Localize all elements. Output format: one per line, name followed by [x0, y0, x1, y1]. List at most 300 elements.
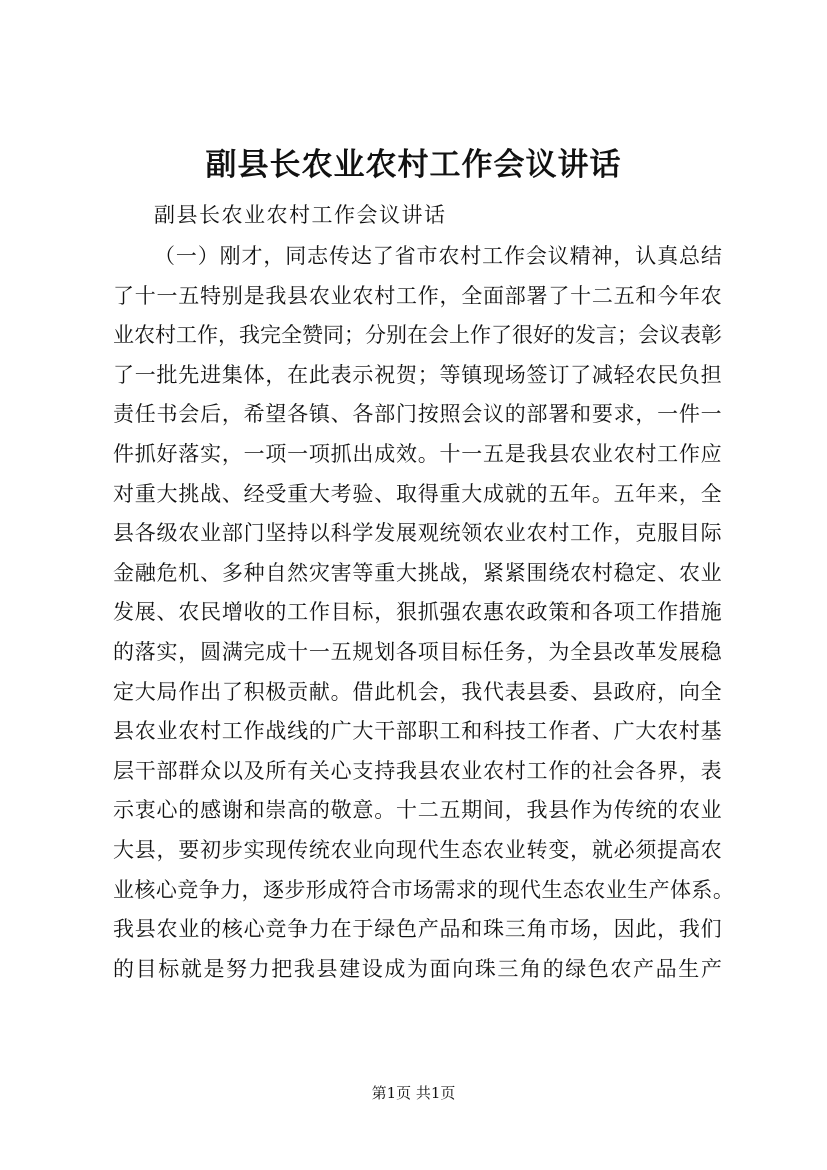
body-char: 统 [308, 838, 330, 862]
body-char: 村 [635, 442, 657, 466]
body-char: 。 [330, 679, 352, 704]
body-char: 业 [113, 323, 134, 348]
body-char: 基 [700, 719, 722, 744]
body-char: 十 [395, 798, 417, 823]
body-char: 成 [327, 877, 349, 902]
body-char: 部 [374, 402, 396, 427]
body-char: 抓 [417, 600, 439, 625]
body-char: 一 [287, 442, 309, 466]
body-char: 农 [134, 323, 155, 348]
body-line [113, 317, 722, 354]
body-char: 步 [221, 838, 243, 862]
body-char: 订 [548, 362, 570, 387]
body-char: 展 [678, 640, 700, 664]
body-char: 改 [613, 640, 635, 664]
body-char: 融 [134, 560, 156, 585]
body-char: 项 [308, 442, 330, 466]
body-char: 年 [570, 481, 592, 506]
body-char: 一 [308, 640, 330, 664]
body-char: 一 [134, 362, 156, 387]
body-char: 绿 [565, 956, 587, 981]
body-char: 农 [483, 758, 505, 783]
body-char: 展 [395, 521, 417, 546]
body-char: 积 [243, 679, 265, 704]
body-char: 作 [470, 323, 491, 348]
body-char: 总 [679, 244, 700, 268]
body-char: 实 [156, 640, 178, 664]
body-char: 坚 [265, 521, 287, 546]
body-char: 集 [221, 362, 243, 387]
body-char: 村 [460, 244, 482, 268]
body-char: 的 [265, 600, 287, 625]
body-char: 代 [520, 877, 542, 902]
body-char: 照 [439, 402, 461, 427]
body-char: 业 [461, 758, 483, 783]
body-char: 全 [700, 679, 722, 704]
body-char: ， [613, 521, 635, 546]
body-line [113, 911, 722, 948]
body-char: 。 [417, 442, 439, 466]
body-char: 县 [113, 719, 134, 744]
body-char: ， [461, 560, 483, 585]
body-char: 品 [439, 917, 461, 942]
body-char: ， [678, 758, 700, 783]
body-char: 、 [200, 560, 222, 585]
body-char: 策 [548, 600, 570, 625]
body-char: 献 [308, 679, 330, 704]
body-char: 、 [657, 560, 679, 585]
body-char: 我 [113, 917, 134, 942]
body-char: 业 [700, 560, 722, 585]
body-char: 技 [504, 719, 526, 744]
body-char: 层 [113, 758, 134, 783]
body-char: 工 [526, 758, 548, 783]
body-char: 产 [633, 956, 655, 981]
body-char: ； [344, 323, 365, 348]
body-line [113, 674, 722, 711]
body-char: 很 [512, 323, 533, 348]
body-char: 言 [596, 323, 617, 348]
body-char: 狠 [395, 600, 417, 625]
body-char: 镇 [308, 402, 330, 427]
body-char: 心 [156, 798, 178, 823]
body-char: 就 [504, 481, 526, 506]
body-char: 发 [657, 640, 679, 664]
body-char: 工 [526, 719, 548, 744]
body-char: 表 [680, 323, 701, 348]
body-char: 志 [307, 244, 329, 268]
body-char: 十 [134, 283, 156, 308]
body-char: 围 [526, 560, 548, 585]
body-char: 精 [569, 244, 591, 268]
body-char: 现 [395, 838, 417, 862]
body-char: 农 [352, 283, 374, 308]
body-char: 大 [635, 719, 657, 744]
body-line [113, 594, 722, 631]
body-char: 。 [374, 798, 396, 823]
body-char: 力 [248, 956, 270, 981]
body-char: 农 [526, 521, 548, 546]
body-char: 一 [461, 442, 483, 466]
body-char: 县 [526, 679, 548, 704]
body-char: 农 [678, 798, 700, 823]
body-char: 的 [178, 798, 200, 823]
body-char: 省 [394, 244, 416, 268]
body-char: 农 [678, 560, 700, 585]
body-char: 心 [330, 758, 352, 783]
body-char: 为 [406, 956, 428, 981]
body-char: 村 [374, 283, 396, 308]
body-char: 竞 [265, 917, 287, 942]
body-char: 农 [570, 442, 592, 466]
body-char: 为 [548, 640, 570, 664]
body-char: 部 [504, 283, 526, 308]
body-char: 业 [352, 838, 374, 862]
body-char: 负 [678, 362, 700, 387]
body-char: 珠 [483, 917, 505, 942]
body-char: 的 [113, 956, 134, 981]
body-char: 门 [243, 521, 265, 546]
body-line [113, 753, 722, 790]
body-char: ， [635, 402, 657, 427]
body-char: 我 [526, 798, 548, 823]
body-char: 竞 [177, 877, 199, 902]
body-char: 和 [461, 719, 483, 744]
body-char: 五 [613, 283, 635, 308]
body-char: 了 [548, 283, 570, 308]
body-char: 干 [374, 719, 396, 744]
body-char: 各 [134, 521, 156, 546]
body-char: 职 [417, 719, 439, 744]
body-char: 此 [374, 679, 396, 704]
body-char: 民 [657, 362, 679, 387]
body-char: 、 [374, 481, 396, 506]
body-char: ， [265, 362, 287, 387]
body-char: 生 [439, 838, 461, 862]
body-char: 作 [243, 719, 265, 744]
body-char: 神 [591, 244, 613, 268]
body-char: 设 [361, 956, 383, 981]
body-char: 面 [429, 956, 451, 981]
body-char: 务 [504, 640, 526, 664]
body-char: 各 [635, 758, 657, 783]
body-char: 传 [329, 244, 350, 268]
body-char: 农 [700, 838, 722, 862]
body-char: 祝 [374, 362, 396, 387]
body-char: 重 [374, 560, 396, 585]
body-char: 考 [330, 481, 352, 506]
body-char: 争 [198, 877, 220, 902]
body-char: 大 [156, 481, 178, 506]
body-char: 出 [352, 442, 374, 466]
body-char: 三 [497, 956, 519, 981]
body-char: 及 [243, 758, 265, 783]
body-char: 农 [657, 719, 679, 744]
body-char: 部 [221, 521, 243, 546]
body-line [113, 357, 722, 394]
body-char: 高 [678, 838, 700, 862]
body-char: 施 [700, 600, 722, 625]
body-char: 以 [221, 758, 243, 783]
body-char: 广 [613, 719, 635, 744]
body-char: 发 [575, 323, 596, 348]
body-char: 需 [434, 877, 456, 902]
body-char: 要 [591, 402, 613, 427]
body-char: （ [154, 244, 175, 268]
body-char: 众 [200, 758, 222, 783]
body-line [113, 476, 722, 513]
body-char: 我 [461, 679, 483, 704]
body-char: 抓 [330, 442, 352, 466]
body-char: 农 [134, 719, 156, 744]
body-char: 在 [287, 362, 309, 387]
body-char: 取 [395, 481, 417, 506]
body-char: 了 [372, 244, 394, 268]
body-char: 持 [374, 758, 396, 783]
body-char: 发 [113, 600, 134, 625]
body-char: 种 [243, 560, 265, 585]
body-char: 现 [483, 362, 505, 387]
body-char: 在 [330, 917, 352, 942]
body-char: ， [218, 323, 239, 348]
body-char: 我 [293, 956, 315, 981]
body-char: 部 [526, 402, 548, 427]
body-char: 展 [134, 600, 156, 625]
body-char: 年 [635, 481, 657, 506]
body-char: 挑 [417, 560, 439, 585]
body-char: 克 [635, 521, 657, 546]
body-char: 作 [417, 283, 439, 308]
body-char: ， [657, 679, 679, 704]
body-char: ， [678, 481, 700, 506]
body-char: 目 [678, 521, 700, 546]
body-char: 真 [657, 244, 679, 268]
body-char: 会 [525, 244, 547, 268]
body-char: 二 [417, 798, 439, 823]
body-char: 五 [483, 442, 505, 466]
body-char: 于 [352, 917, 374, 942]
body-char: 初 [200, 838, 222, 862]
body-char: 表 [504, 679, 526, 704]
body-char: 领 [461, 521, 483, 546]
body-char: 农 [483, 521, 505, 546]
body-char: 的 [554, 323, 575, 348]
body-char: 民 [200, 600, 222, 625]
body-char: 五 [439, 798, 461, 823]
body-char: 增 [221, 600, 243, 625]
body-char: 工 [482, 244, 504, 268]
body-char: 十 [287, 640, 309, 664]
body-char: 农 [635, 362, 657, 387]
body-char: 广 [330, 719, 352, 744]
body-char: 紧 [483, 560, 505, 585]
body-char: 科 [483, 719, 505, 744]
body-char: 发 [374, 521, 396, 546]
body-char: 大 [395, 560, 417, 585]
body-char: 责 [113, 402, 134, 427]
body-char: 分 [365, 323, 386, 348]
body-char: 品 [655, 956, 677, 981]
body-char: 产 [648, 877, 670, 902]
body-char: 工 [635, 600, 657, 625]
body-char: 们 [700, 917, 722, 942]
body-char: 场 [412, 877, 434, 902]
body-char: 作 [657, 600, 679, 625]
body-char: ， [613, 244, 635, 268]
body-line [113, 396, 722, 433]
body-char: 支 [352, 758, 374, 783]
body-char: 任 [483, 640, 505, 664]
body-char: 表 [700, 758, 722, 783]
body-char: 作 [548, 758, 570, 783]
body-char: 统 [635, 798, 657, 823]
body-char: 实 [200, 442, 222, 466]
body-char: 贺 [395, 362, 417, 387]
body-char: 把 [271, 956, 293, 981]
body-char: 农 [178, 719, 200, 744]
body-char: 工 [176, 323, 197, 348]
body-char: 大 [352, 719, 374, 744]
body-char: 变 [548, 838, 570, 862]
body-char: 彰 [701, 323, 722, 348]
body-char: 规 [352, 640, 374, 664]
body-char: 同 [323, 323, 344, 348]
body-char: 强 [439, 600, 461, 625]
body-char: 结 [700, 244, 722, 268]
body-char: 全 [461, 283, 483, 308]
body-char: 实 [243, 838, 265, 862]
body-char: 县 [548, 798, 570, 823]
body-char: 同 [285, 244, 307, 268]
body-char: 和 [635, 283, 657, 308]
body-char: 标 [352, 600, 374, 625]
body-char: 是 [243, 283, 265, 308]
body-char: ， [591, 917, 613, 942]
body-char: 政 [613, 679, 635, 704]
body-char: ， [374, 600, 396, 625]
body-char: 求 [613, 402, 635, 427]
body-char: 稳 [700, 640, 722, 664]
body-char: 为 [591, 798, 613, 823]
body-char: 、 [330, 402, 352, 427]
body-char: 力 [308, 917, 330, 942]
body-char: 才 [241, 244, 263, 268]
body-char: 灾 [308, 560, 330, 585]
body-char: 工 [570, 521, 592, 546]
body-char: 、 [221, 481, 243, 506]
body-char: 划 [374, 640, 396, 664]
body-char: 五 [613, 481, 635, 506]
body-char: 议 [483, 402, 505, 427]
body-char: 完 [260, 323, 281, 348]
body-char: 求 [455, 877, 477, 902]
body-char: 机 [178, 560, 200, 585]
body-char: 定 [113, 679, 134, 704]
body-char: 受 [265, 481, 287, 506]
body-char: 挑 [178, 481, 200, 506]
body-char: ， [526, 640, 548, 664]
body-char: 力 [220, 877, 242, 902]
body-char: 有 [287, 758, 309, 783]
body-char: 部 [156, 758, 178, 783]
body-char: 镇 [461, 362, 483, 387]
body-char: 战 [200, 481, 222, 506]
body-char: 示 [113, 798, 134, 823]
body-char: ， [156, 838, 178, 862]
body-char: 向 [452, 956, 474, 981]
body-char: 农 [504, 600, 526, 625]
body-line [113, 951, 722, 988]
body-char: 项 [265, 442, 287, 466]
body-char: 府 [635, 679, 657, 704]
body-char: 上 [449, 323, 470, 348]
body-char: 县 [113, 521, 134, 546]
body-char: 市 [416, 244, 438, 268]
body-char: 极 [265, 679, 287, 704]
body-char: 工 [657, 442, 679, 466]
body-char: 农 [610, 956, 632, 981]
body-char: 和 [570, 402, 592, 427]
body-char: 场 [570, 917, 592, 942]
body-char: 县 [134, 917, 156, 942]
body-char: 争 [287, 917, 309, 942]
body-char: 了 [221, 679, 243, 704]
body-char: 的 [570, 758, 592, 783]
body-char: ， [504, 798, 526, 823]
body-char: 危 [156, 560, 178, 585]
body-char: 的 [657, 798, 679, 823]
body-char: 县 [548, 442, 570, 466]
body-char: 态 [461, 838, 483, 862]
body-char: 科 [330, 521, 352, 546]
body-char: 业 [591, 442, 613, 466]
body-char: 任 [134, 402, 156, 427]
body-char: 符 [348, 877, 370, 902]
body-char: 好 [533, 323, 554, 348]
body-char: 望 [265, 402, 287, 427]
body-char: 心 [243, 917, 265, 942]
body-char: 作 [570, 798, 592, 823]
body-char: 村 [200, 719, 222, 744]
body-char: 项 [417, 640, 439, 664]
body-char: 刚 [219, 244, 241, 268]
body-char: 自 [265, 560, 287, 585]
body-char: 面 [483, 283, 505, 308]
body-char: 我 [265, 283, 287, 308]
body-char: 满 [221, 640, 243, 664]
document-subtitle: 副县长农业农村工作会议讲话 [154, 203, 447, 227]
body-char: 代 [483, 679, 505, 704]
body-char: 全 [570, 640, 592, 664]
body-char: 的 [477, 877, 499, 902]
body-char: 作 [197, 323, 218, 348]
body-char: 期 [461, 798, 483, 823]
body-char: 的 [200, 917, 222, 942]
body-char: 今 [657, 283, 679, 308]
body-char: 现 [498, 877, 520, 902]
body-char: 等 [439, 362, 461, 387]
body-char: 工 [395, 283, 417, 308]
body-char: 署 [548, 402, 570, 427]
body-char: 农 [308, 283, 330, 308]
body-char: 县 [134, 838, 156, 862]
body-char: 村 [504, 758, 526, 783]
body-char: 落 [178, 442, 200, 466]
body-char: 统 [439, 521, 461, 546]
body-char: 者 [570, 719, 592, 744]
body-char: 业 [605, 877, 627, 902]
body-char: 五 [548, 481, 570, 506]
